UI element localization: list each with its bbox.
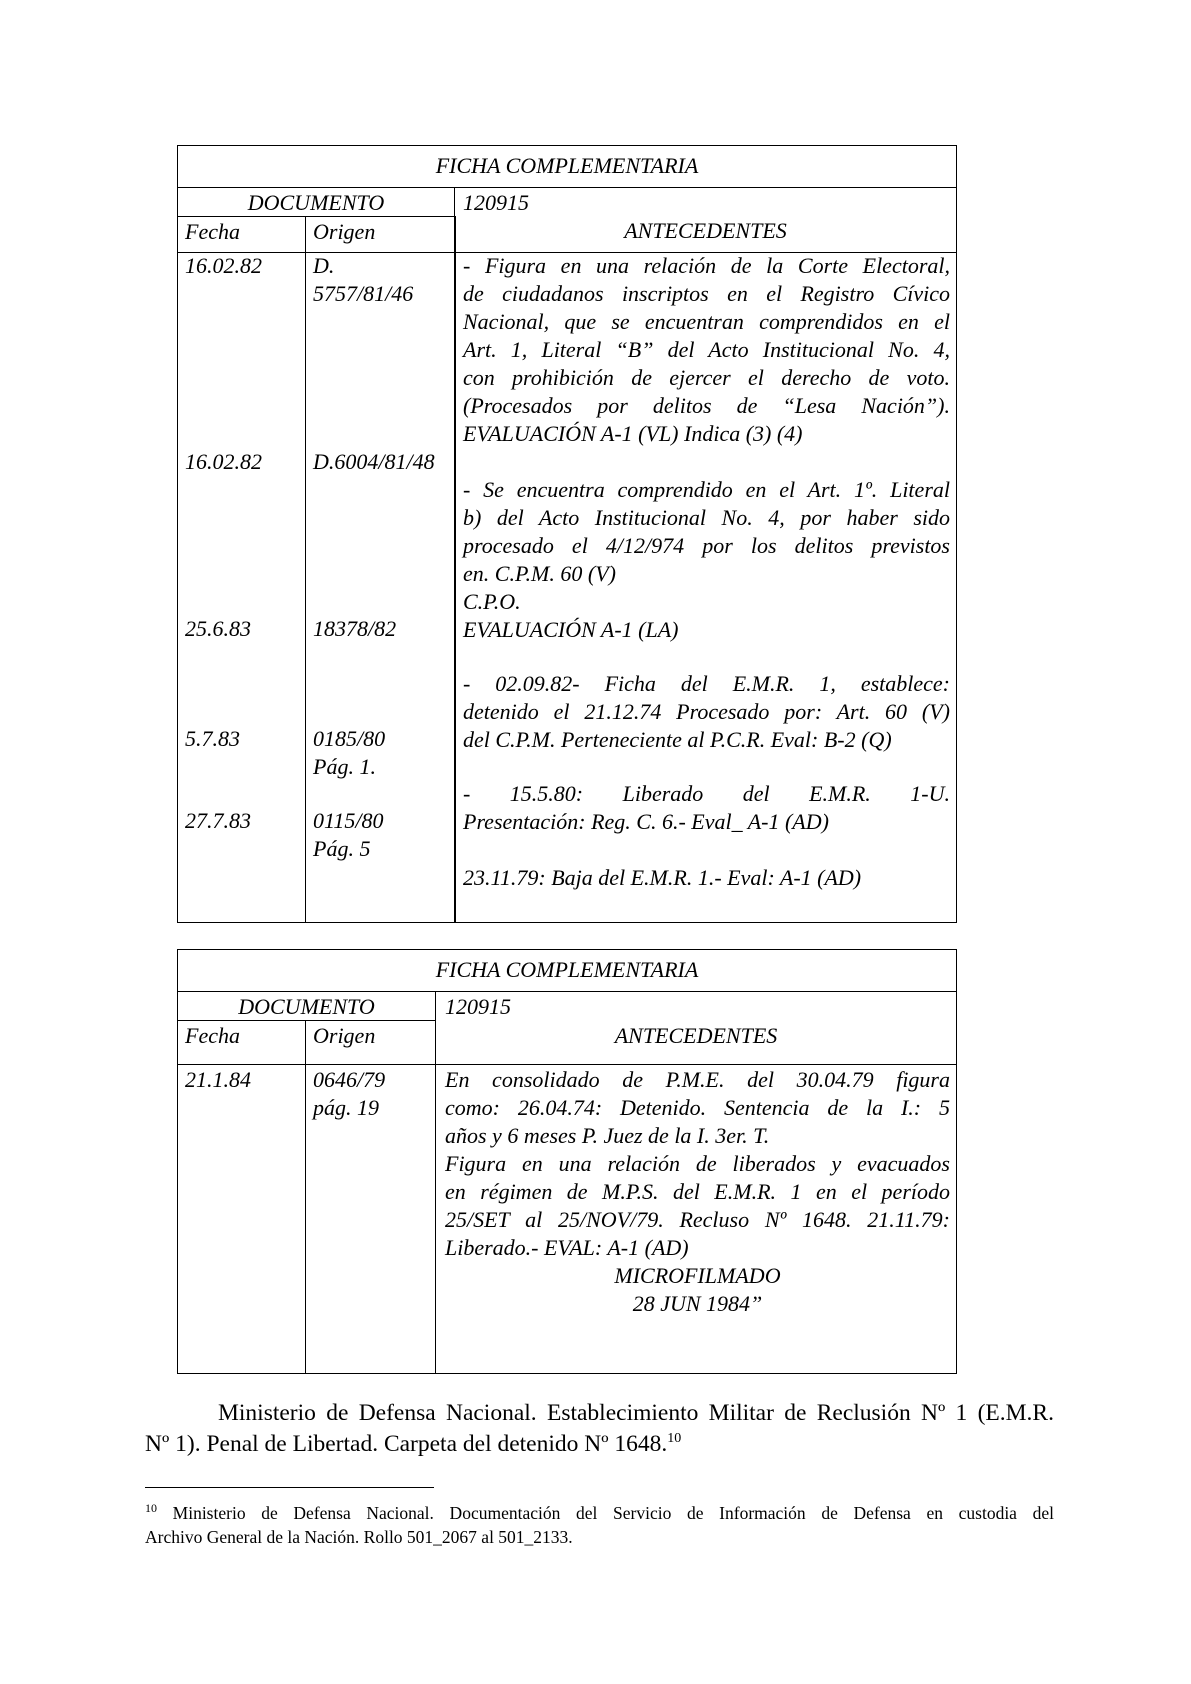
text-line: 23.11.79: Baja del E.M.R. 1.- Eval: A-1 (AD) <box>463 865 862 890</box>
ficha-complementaria-table-1 <box>177 145 957 923</box>
text-line: con prohibición de ejercer el derecho de voto. <box>463 365 950 390</box>
text-line <box>145 1429 1054 1460</box>
text-line: detenido el 21.12.74 Procesado por: Art. 60 (V) <box>463 699 950 724</box>
text-line: C.P.O. <box>463 589 521 614</box>
fecha-cell: 27.7.83 <box>185 808 251 833</box>
text-span: Nº 1). Penal de Libertad. Carpeta del detenido Nº 1648. <box>145 1431 668 1457</box>
text-line: Art. 1, Literal “B” del Acto Institucional No. 4, <box>463 337 950 362</box>
documento-label: DOCUMENTO <box>247 190 385 215</box>
text-line: 28 JUN 1984” <box>632 1291 763 1316</box>
text-line: Presentación: Reg. C. 6.- Eval_ A-1 (AD) <box>463 809 829 834</box>
antecedente-paragraph <box>463 780 950 836</box>
fecha-cell: 16.02.82 <box>185 253 262 278</box>
text-line: Nacional, que se encuentran comprendidos en el <box>463 309 950 334</box>
text-line: - 02.09.82- Ficha del E.M.R. 1, establece: <box>463 671 950 696</box>
text-span: Ministerio de Defensa Nacional. Documentación del Servicio de Información de Defensa en custodia del <box>157 1503 1054 1523</box>
origen-cell: 5757/81/46 <box>313 281 414 306</box>
fecha-header: Fecha <box>185 1023 240 1048</box>
text-line: Ministerio de Defensa Nacional. Establecimiento Militar de Reclusión Nº 1 (E.M.R. <box>218 1400 1054 1426</box>
antecedentes-header: ANTECEDENTES <box>614 1023 778 1048</box>
antecedentes-header: ANTECEDENTES <box>624 218 787 243</box>
text-line: procesado el 4/12/974 por los delitos previstos <box>463 533 950 558</box>
origen-cell: 0646/79 <box>313 1067 386 1092</box>
origen-cell: Pág. 5 <box>313 836 371 861</box>
origen-cell: 0115/80 <box>313 808 384 833</box>
antecedente-paragraph <box>463 670 950 754</box>
origen-cell: D. <box>313 253 335 278</box>
divider <box>305 1020 306 1373</box>
origen-cell: pág. 19 <box>313 1095 379 1120</box>
text-line: del C.P.M. Perteneciente al P.C.R. Eval: B-2 (Q) <box>463 727 892 752</box>
text-line: años y 6 meses P. Juez de la I. 3er. T. <box>445 1123 770 1148</box>
footnote-number: 10 <box>145 1501 157 1515</box>
divider <box>305 216 306 922</box>
origen-header: Origen <box>313 219 376 244</box>
origen-cell: 18378/82 <box>313 616 397 641</box>
text-line: de ciudadanos inscriptos en el Registro Cívico <box>463 281 950 306</box>
text-line: - Figura en una relación de la Corte Electoral, <box>463 253 950 278</box>
text-line: en. C.P.M. 60 (V) <box>463 561 616 586</box>
antecedente-paragraph <box>463 252 950 448</box>
origen-header: Origen <box>313 1023 376 1048</box>
document-number: 120915 <box>463 190 529 215</box>
origen-cell: Pág. 1. <box>313 754 376 779</box>
text-line: En consolidado de P.M.E. del 30.04.79 figura <box>445 1067 950 1092</box>
text-line: como: 26.04.74: Detenido. Sentencia de la I.: 5 <box>445 1095 950 1120</box>
microfilm-stamp <box>445 1262 950 1318</box>
origen-cell: 0185/80 <box>313 726 386 751</box>
fecha-cell: 25.6.83 <box>185 616 251 641</box>
text-line: (Procesados por delitos de “Lesa Nación”). <box>463 393 950 418</box>
origen-cell: D.6004/81/48 <box>313 449 435 474</box>
ficha-title: FICHA COMPLEMENTARIA <box>178 146 956 188</box>
antecedente-paragraph <box>463 864 950 892</box>
antecedente-paragraph <box>445 1066 950 1150</box>
text-line: Figura en una relación de liberados y evacuados <box>445 1151 950 1176</box>
source-paragraph <box>145 1398 1054 1460</box>
antecedente-paragraph <box>463 476 950 644</box>
divider <box>178 1064 956 1065</box>
text-line: Archivo General de la Nación. Rollo 501_2067 al 501_2133. <box>145 1527 573 1547</box>
text-line: en régimen de M.P.S. del E.M.R. 1 en el período <box>445 1179 950 1204</box>
text-line: EVALUACIÓN A-1 (VL) Indica (3) (4) <box>463 421 803 446</box>
fecha-cell: 21.1.84 <box>185 1067 251 1092</box>
ficha-complementaria-table-2 <box>177 949 957 1374</box>
text-line: MICROFILMADO <box>614 1263 781 1288</box>
text-line <box>145 1501 1054 1525</box>
text-line: b) del Acto Institucional No. 4, por haber sido <box>463 505 950 530</box>
divider <box>454 188 455 922</box>
text-line: - Se encuentra comprendido en el Art. 1º. Literal <box>463 477 950 502</box>
text-line: Liberado.- EVAL: A-1 (AD) <box>445 1235 689 1260</box>
footnote-reference[interactable]: 10 <box>667 1431 682 1446</box>
footnote <box>145 1501 1054 1549</box>
fecha-cell: 16.02.82 <box>185 449 262 474</box>
fecha-header: Fecha <box>185 219 240 244</box>
text-line: - 15.5.80: Liberado del E.M.R. 1-U. <box>463 781 950 806</box>
footnote-separator <box>145 1487 434 1488</box>
document-number: 120915 <box>445 994 511 1019</box>
fecha-cell: 5.7.83 <box>185 726 240 751</box>
antecedente-paragraph <box>445 1150 950 1262</box>
text-line: EVALUACIÓN A-1 (LA) <box>463 617 679 642</box>
divider <box>455 216 456 922</box>
ficha-title: FICHA COMPLEMENTARIA <box>178 950 956 992</box>
documento-label: DOCUMENTO <box>238 994 375 1019</box>
text-line: 25/SET al 25/NOV/79. Recluso Nº 1648. 21.11.79: <box>445 1207 950 1232</box>
